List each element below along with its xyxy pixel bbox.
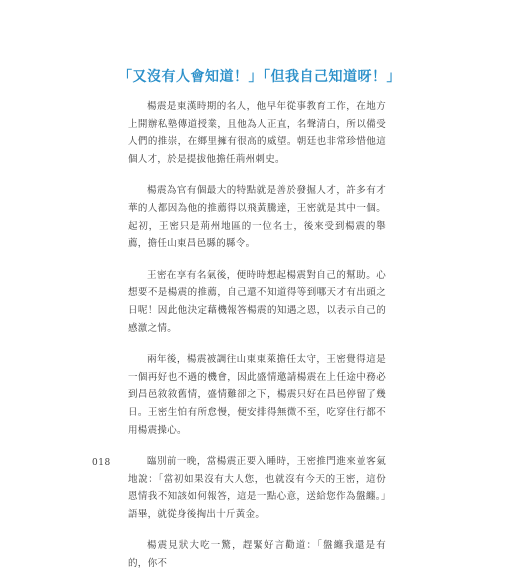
paragraph: 王密在享有名氣後，便時時想起楊震對自己的幫助。心想要不是楊震的推薦，自己還不知道得等到哪天才有出頭之日呢！因此他決定藉機報答楊震的知遇之恩，以表示自己的感激之情。 <box>128 269 386 334</box>
paragraph: 楊震為官有個最大的特點就是善於發掘人才，許多有才華的人都因為他的推薦得以飛黃騰達，王密就是其中一個。起初，王密只是荊州地區的一位名士，後來受到楊震的舉薦，擔任山東昌邑縣的縣令。 <box>128 185 386 250</box>
body-text <box>128 98 386 587</box>
paragraph: 楊震見狀大吃一驚，趕緊好言勸道：「盤纏我還是有的，你不 <box>128 540 386 570</box>
paragraph: 臨別前一晚，當楊震正要入睡時，王密推門進來並客氣地說：「當初如果沒有大人您，也就沒有今天的王密，這份恩情我不知該如何報答，這是一點心意，送給您作為盤纏。」語畢，就從身後掏出十斤黃金。 <box>128 456 386 520</box>
section-heading: 「又沒有人會知道！」「但我自己知道呀！」 <box>118 69 401 85</box>
page-number: 018 <box>92 458 111 468</box>
paragraph: 楊震是東漢時期的名人，他早年從事教育工作，在地方上開辦私塾傳道授業，且他為人正直，名聲清白，所以備受人們的推崇，在鄉里擁有很高的威望。朝廷也非常珍惜他這個人才，於是提拔他擔任荊州刺史。 <box>128 101 386 165</box>
paragraph: 兩年後，楊震被調往山東東萊擔任太守，王密覺得這是一個再好也不過的機會，因此盛情邀請楊震在上任途中務必到昌邑敘敘舊情，盛情難卻之下，楊震只好在昌邑停留了幾日。王密生怕有所怠慢，便安排得無微不至，吃穿住行都不用楊震操心。 <box>128 354 386 436</box>
